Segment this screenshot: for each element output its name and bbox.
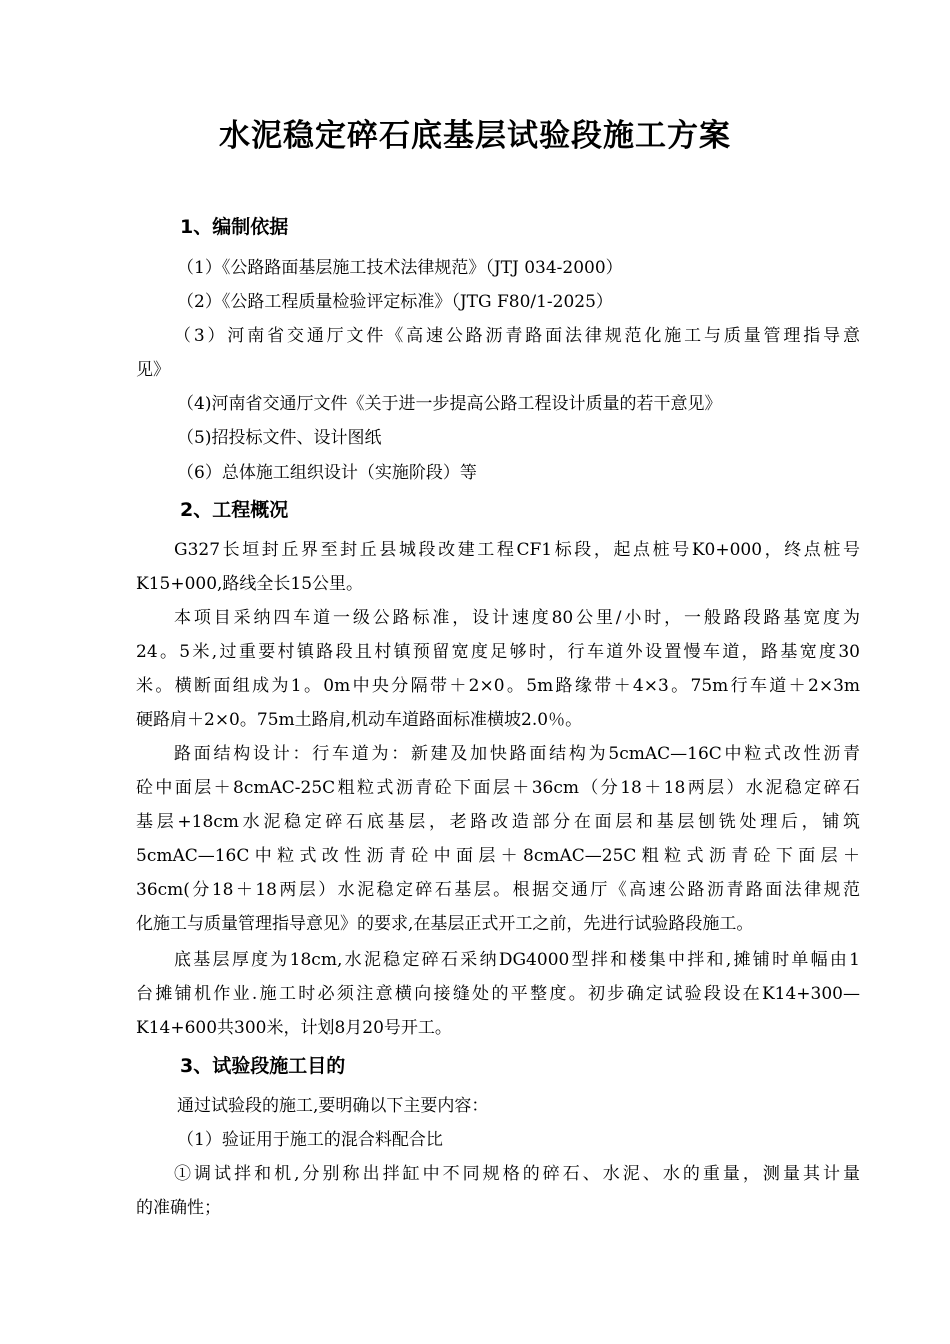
- basis-item-1: （1）《公路路面基层施工技术法律规范》（JTJ 034-2000）: [177, 258, 623, 278]
- overview-line-9: 基层+18cm水泥稳定碎石底基层，老路改造部分在面层和基层刨铣处理后，铺筑: [136, 812, 860, 832]
- overview-line-10: 5cmAC—16C中粒式改性沥青砼中面层＋8cmAC—25C粗粒式沥青砼下面层＋: [136, 846, 860, 866]
- basis-item-3-cont: 见》: [136, 360, 170, 380]
- purpose-line-2: （1）验证用于施工的混合料配合比: [177, 1130, 443, 1150]
- purpose-line-1: 通过试验段的施工,要明确以下主要内容：: [177, 1096, 489, 1116]
- basis-item-5: （5)招投标文件、设计图纸: [177, 428, 382, 448]
- section-heading-basis: 1、编制依据: [180, 216, 289, 238]
- overview-line-15: K14+600共300米，计划8月20号开工。: [136, 1018, 452, 1038]
- basis-item-4: （4)河南省交通厅文件《关于进一步提高公路工程设计质量的若干意见》: [177, 394, 722, 414]
- basis-item-3: （3）河南省交通厅文件《高速公路沥青路面法律规范化施工与质量管理指导意: [174, 326, 860, 346]
- basis-item-6: （6）总体施工组织设计（实施阶段）等: [177, 463, 477, 483]
- overview-line-12: 化施工与质量管理指导意见》的要求,在基层正式开工之前，先进行试验路段施工。: [136, 914, 754, 934]
- document-title: 水泥稳定碎石底基层试验段施工方案: [219, 118, 731, 154]
- purpose-line-4: 的准确性；: [136, 1198, 221, 1218]
- basis-item-2: （2）《公路工程质量检验评定标准》（JTG F80/1-2025）: [177, 292, 613, 312]
- overview-line-2: K15+000,路线全长15公里。: [136, 574, 364, 594]
- overview-line-14: 台摊铺机作业.施工时必须注意横向接缝处的平整度。初步确定试验段设在K14+300—: [136, 984, 860, 1004]
- overview-line-7: 路面结构设计：行车道为：新建及加快路面结构为5cmAC—16C中粒式改性沥青: [174, 744, 860, 764]
- purpose-line-3: ①调试拌和机,分别称出拌缸中不同规格的碎石、水泥、水的重量，测量其计量: [174, 1164, 860, 1184]
- overview-line-13: 底基层厚度为18cm,水泥稳定碎石采纳DG4000型拌和楼集中拌和,摊铺时单幅由1: [174, 950, 860, 970]
- section-heading-overview: 2、工程概况: [180, 499, 289, 521]
- overview-line-11: 36cm(分18＋18两层）水泥稳定碎石基层。根据交通厅《高速公路沥青路面法律规范: [136, 880, 860, 900]
- overview-line-4: 24。5米,过重要村镇路段且村镇预留宽度足够时，行车道外设置慢车道，路基宽度30: [136, 642, 860, 662]
- overview-line-1: G327长垣封丘界至封丘县城段改建工程CF1标段，起点桩号K0+000，终点桩号: [174, 540, 860, 560]
- overview-line-3: 本项目采纳四车道一级公路标准，设计速度80公里/小时，一般路段路基宽度为: [174, 608, 860, 628]
- section-heading-purpose: 3、试验段施工目的: [180, 1055, 346, 1077]
- overview-line-6: 硬路肩＋2×0。75m土路肩,机动车道路面标准横坡2.0％。: [136, 710, 583, 730]
- overview-line-8: 砼中面层＋8cmAC-25C粗粒式沥青砼下面层＋36cm（分18＋18两层）水泥稳定碎石: [136, 778, 860, 798]
- overview-line-5: 米。横断面组成为1。0m中央分隔带＋2×0。5m路缘带＋4×3。75m行车道＋2×3m: [136, 676, 860, 696]
